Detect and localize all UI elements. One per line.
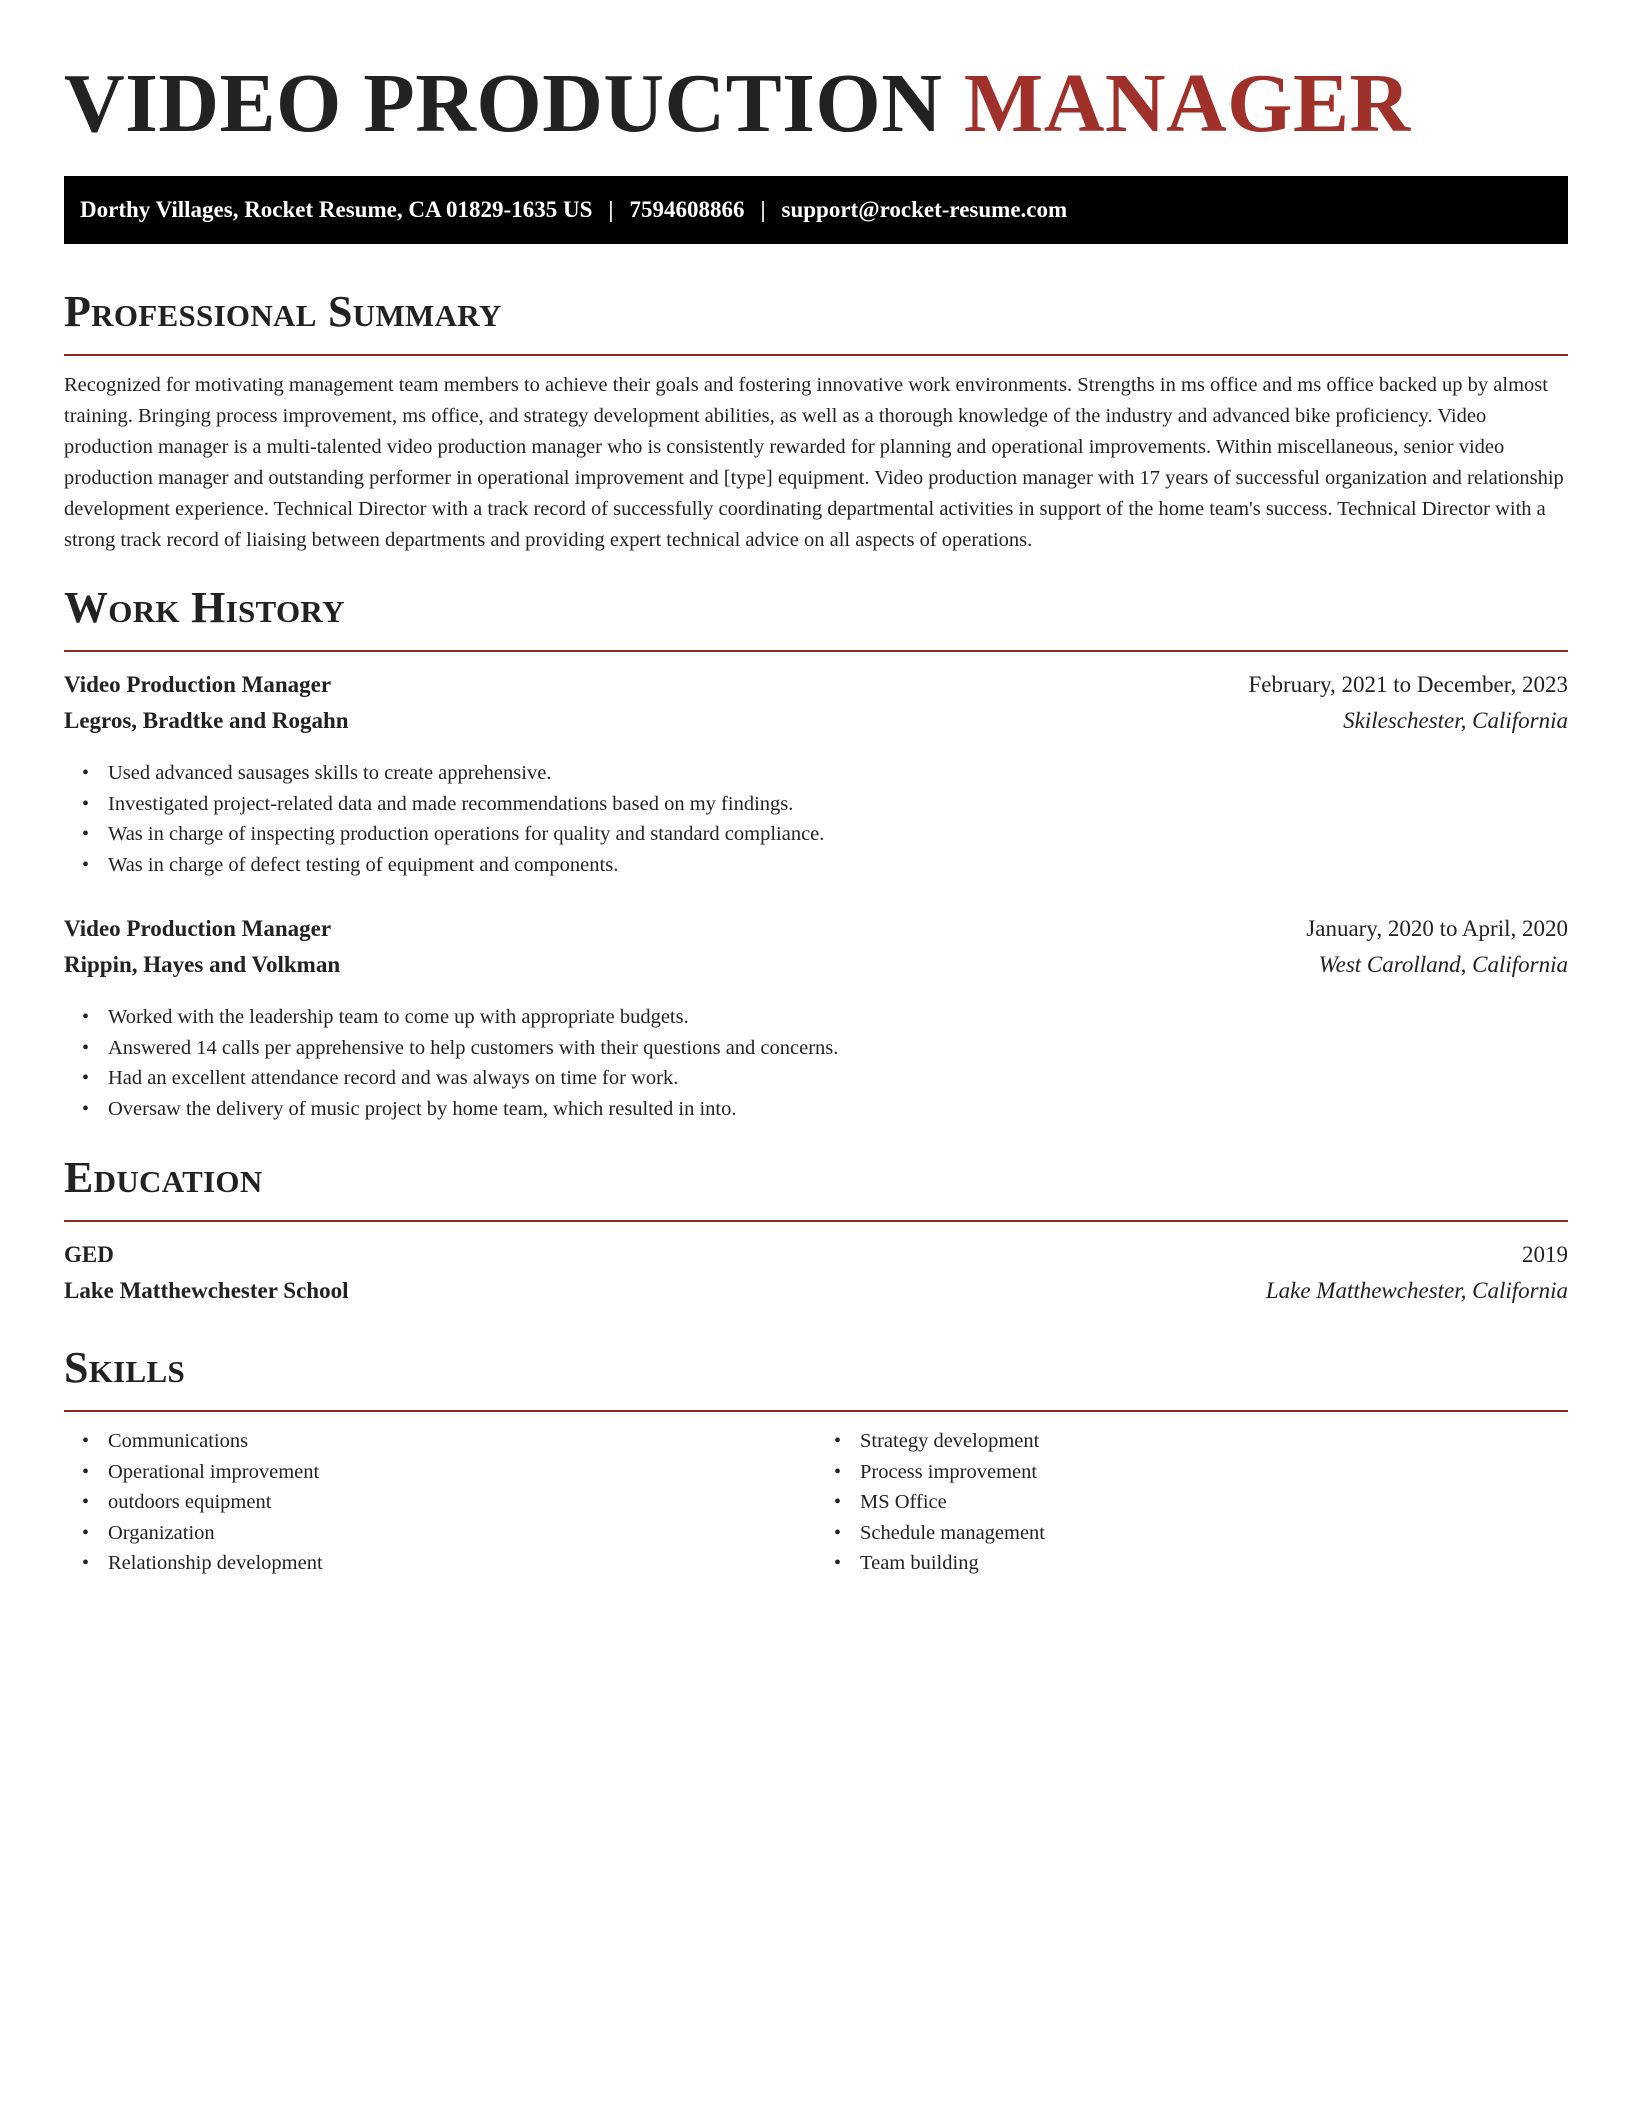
job-duty-item: • Was in charge of inspecting production operations for quality and standard compliance. bbox=[108, 819, 1568, 850]
education-degree: GED bbox=[64, 1242, 114, 1267]
contact-separator: | bbox=[608, 197, 614, 222]
skill-item: • Organization bbox=[108, 1518, 816, 1549]
skill-item: • Communications bbox=[108, 1426, 816, 1457]
education-entry bbox=[64, 1242, 1568, 1314]
section-divider bbox=[64, 650, 1568, 652]
job-location: Skileschester, California bbox=[1343, 708, 1568, 733]
job-duty-item: • Had an excellent attendance record and was always on time for work. bbox=[108, 1063, 1568, 1094]
job-role: Video Production Manager bbox=[64, 672, 332, 697]
section-divider bbox=[64, 1410, 1568, 1412]
job-role: Video Production Manager bbox=[64, 916, 332, 941]
skill-item: • Operational improvement bbox=[108, 1457, 816, 1488]
contact-email: support@rocket-resume.com bbox=[781, 197, 1068, 222]
job-duty-item: • Investigated project-related data and made recommendations based on my findings. bbox=[108, 789, 1568, 820]
job-duty-item: • Answered 14 calls per apprehensive to help customers with their questions and concerns. bbox=[108, 1033, 1568, 1064]
job-location: West Carolland, California bbox=[1318, 952, 1568, 977]
work-history-section bbox=[64, 580, 1568, 1124]
job-dates: January, 2020 to April, 2020 bbox=[1306, 916, 1568, 941]
job-company: Rippin, Hayes and Volkman bbox=[64, 952, 341, 977]
skill-item: • MS Office bbox=[860, 1487, 1568, 1518]
education-location: Lake Matthewchester, California bbox=[1265, 1278, 1568, 1303]
education-header-row bbox=[64, 1242, 1568, 1278]
section-title-work-history: Work History bbox=[64, 583, 345, 632]
job-duty-item: • Worked with the leadership team to come up with appropriate budgets. bbox=[108, 1002, 1568, 1033]
skill-item: • Process improvement bbox=[860, 1457, 1568, 1488]
education-section bbox=[64, 1150, 1568, 1314]
job-company: Legros, Bradtke and Rogahn bbox=[64, 708, 349, 733]
job-entry bbox=[64, 916, 1568, 1124]
skills-columns bbox=[64, 1426, 1568, 1579]
education-school-row bbox=[64, 1278, 1568, 1314]
job-company-row bbox=[64, 708, 1568, 744]
title-main: VIDEO PRODUCTION bbox=[64, 57, 943, 150]
skill-item: • outdoors equipment bbox=[108, 1487, 816, 1518]
skills-list-left bbox=[64, 1426, 816, 1579]
resume-title bbox=[64, 54, 1568, 154]
section-title-summary: Professional Summary bbox=[64, 287, 502, 336]
contact-bar bbox=[64, 176, 1568, 244]
skill-item: • Schedule management bbox=[860, 1518, 1568, 1549]
skill-item: • Team building bbox=[860, 1548, 1568, 1579]
section-divider bbox=[64, 354, 1568, 356]
job-duty-item: • Oversaw the delivery of music project by home team, which resulted in into. bbox=[108, 1094, 1568, 1125]
skill-item: • Relationship development bbox=[108, 1548, 816, 1579]
job-duties-list bbox=[64, 758, 1568, 880]
summary-text: Recognized for motivating management team members to achieve their goals and fostering innovative work environments. Strengths in ms office and ms office backed up by almost training. Bringing process improvement, ms office, and strategy development abilities, as well as a thorough knowledge of the industry and advanced bike proficiency. Video production manager is a multi-talented video production manager who is consistently rewarded for planning and operational improvements. Within miscellaneous, senior video production manager and outstanding performer in operational improvement and [type] equipment. Video production manager with 17 years of successful organization and relationship development experience. Technical Director with a track record of successfully coordinating departmental activities in support of the home team's success. Technical Director with a strong track record of liaising between departments and providing expert technical advice on all aspects of operations. bbox=[64, 374, 1564, 551]
contact-separator: | bbox=[760, 197, 766, 222]
job-duty-item: • Was in charge of defect testing of equipment and components. bbox=[108, 850, 1568, 881]
job-duty-item: • Used advanced sausages skills to create apprehensive. bbox=[108, 758, 1568, 789]
skills-list-right bbox=[816, 1426, 1568, 1579]
job-header-row bbox=[64, 672, 1568, 708]
title-accent: MANAGER bbox=[963, 57, 1411, 150]
education-school: Lake Matthewchester School bbox=[64, 1278, 349, 1303]
skill-item: • Strategy development bbox=[860, 1426, 1568, 1457]
job-dates: February, 2021 to December, 2023 bbox=[1248, 672, 1568, 697]
section-title-education: Education bbox=[64, 1153, 263, 1202]
section-title-skills: Skills bbox=[64, 1343, 186, 1392]
job-duties-list bbox=[64, 1002, 1568, 1124]
education-year: 2019 bbox=[1522, 1242, 1568, 1267]
section-divider bbox=[64, 1220, 1568, 1222]
contact-phone: 7594608866 bbox=[629, 197, 745, 222]
job-entry bbox=[64, 672, 1568, 880]
job-company-row bbox=[64, 952, 1568, 988]
job-header-row bbox=[64, 916, 1568, 952]
contact-address: Dorthy Villages, Rocket Resume, CA 01829-1635 US bbox=[80, 197, 593, 222]
summary-section bbox=[64, 284, 1568, 556]
skills-section bbox=[64, 1340, 1568, 1579]
